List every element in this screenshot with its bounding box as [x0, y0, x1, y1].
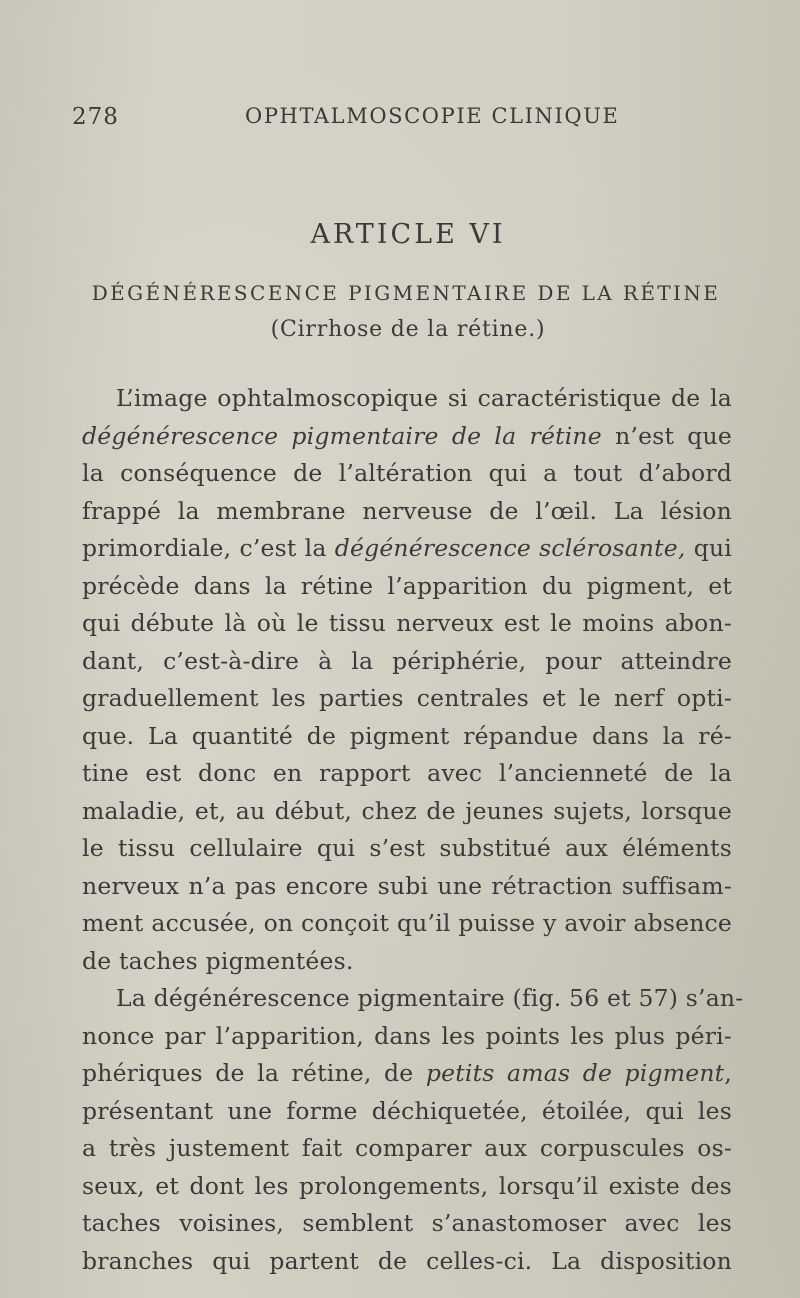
text-run: tine est donc en rapport avec l’ancienneté de la [82, 759, 732, 787]
text-line [82, 530, 732, 568]
text-line [82, 1205, 732, 1243]
italic-run: dégénérescence sclérosante, [334, 534, 686, 562]
text-line [82, 380, 732, 418]
italic-run: petits amas de pigment [425, 1059, 725, 1087]
text-run: précède dans la rétine l’apparition du pigment, et [82, 571, 732, 600]
text-run: maladie, et, au début, chez de jeunes sujets, lorsque [82, 796, 732, 825]
text-line [82, 905, 732, 943]
text-run: nerveux n’a pas encore subi une rétraction suffisam- [82, 871, 732, 900]
text-run: que. La quantité de pigment répandue dans la ré- [82, 721, 732, 750]
text-line [82, 718, 732, 756]
text-run: La dégénérescence pigmentaire (fig. 56 et 57) s’an- [116, 984, 744, 1012]
text-line [82, 1018, 732, 1056]
text-run: primordiale, c’est la [82, 534, 335, 562]
text-run: n’est que [601, 421, 732, 450]
italic-run: dégénérescence pigmentaire de la rétine [82, 421, 602, 450]
section-subtitle: (Cirrhose de la rétine.) [270, 317, 546, 342]
text-run: qui [685, 534, 733, 562]
text-run: de taches pigmentées. [82, 946, 354, 975]
article-title: ARTICLE VI [310, 219, 506, 250]
text-line [82, 418, 732, 456]
text-line [82, 643, 732, 681]
text-run: la conséquence de l’altération qui a tout d’abord [82, 459, 732, 487]
text-run: ment accusée, on conçoit qu’il puisse y avoir absence [82, 909, 732, 937]
text-run: phériques de la rétine, de [82, 1059, 426, 1087]
text-line [82, 680, 732, 718]
text-line [82, 568, 732, 606]
text-line [82, 493, 732, 531]
text-run: , [724, 1059, 732, 1087]
running-head: OPHTALMOSCOPIE CLINIQUE [245, 104, 620, 128]
text-line [82, 1055, 732, 1093]
text-run: présentant une forme déchiquetée, étoilée, qui les [82, 1096, 732, 1125]
text-run: branches qui partent de celles-ci. La disposition [82, 1246, 732, 1275]
body-text [82, 380, 744, 1280]
text-line [82, 943, 732, 981]
text-run: nonce par l’apparition, dans les points les plus péri- [82, 1021, 732, 1050]
text-line [82, 1093, 732, 1131]
text-run: L’image ophtalmoscopique si caractéristique de la [116, 384, 732, 412]
text-line [82, 793, 732, 831]
page-header [0, 104, 800, 144]
text-line [82, 980, 744, 1018]
text-line [82, 830, 732, 868]
text-run: a très justement fait comparer aux corpuscules os- [82, 1134, 732, 1162]
text-line [82, 605, 732, 643]
text-line [82, 455, 732, 493]
text-line [82, 1130, 732, 1168]
section-title: DÉGÉNÉRESCENCE PIGMENTAIRE DE LA RÉTINE [91, 281, 721, 305]
page-number: 278 [72, 104, 119, 130]
text-line [82, 755, 732, 793]
text-run: frappé la membrane nerveuse de l’œil. La lésion [82, 496, 732, 525]
text-line [82, 868, 732, 906]
text-run: dant, c’est-à-dire à la périphérie, pour atteindre [82, 646, 732, 675]
text-line [82, 1168, 732, 1206]
text-run: graduellement les parties centrales et le nerf opti- [82, 684, 732, 712]
text-run: seux, et dont les prolongements, lorsqu’il existe des [82, 1171, 732, 1200]
text-run: le tissu cellulaire qui s’est substitué aux éléments [82, 834, 732, 862]
text-run: qui débute là où le tissu nerveux est le moins abon- [82, 609, 732, 637]
text-line [82, 1243, 732, 1281]
text-run: taches voisines, semblent s’anastomoser avec les [82, 1209, 732, 1237]
